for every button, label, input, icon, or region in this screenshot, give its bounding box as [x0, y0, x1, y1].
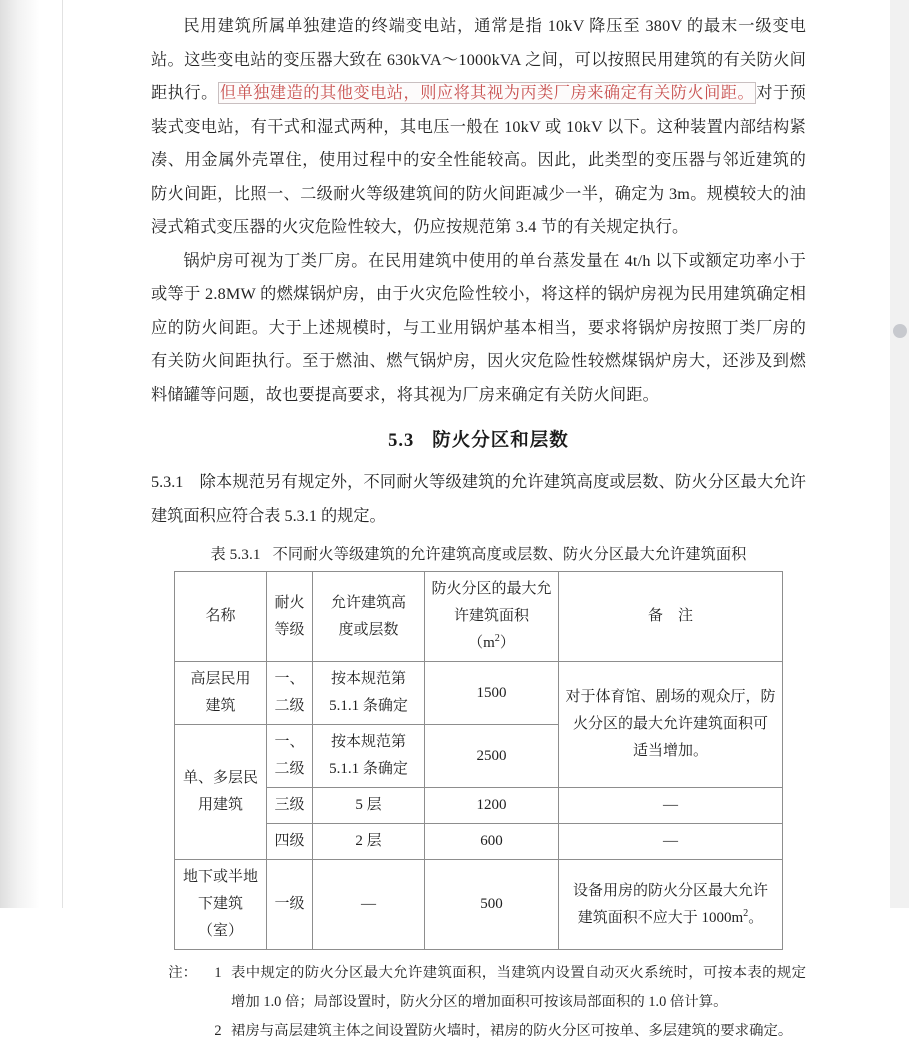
clause-number: 5.3.1	[151, 473, 184, 491]
cell-height-highrise	[313, 662, 425, 725]
cell-name-multistorey-line2: 用建筑	[197, 797, 243, 813]
cell-name-multistorey-line1: 单、多层民	[182, 770, 258, 786]
table-caption-text: 不同耐火等级建筑的允许建筑高度或层数、防火分区最大允许建筑面积	[272, 546, 747, 563]
page-content	[151, 10, 806, 1046]
footnote-label: 注：	[168, 965, 197, 981]
cell-name-basement-line1: 地下或半地	[182, 869, 258, 885]
cell-note-line1: 对于体育馆、剧场的观众厅，防	[565, 689, 776, 705]
header-height-line2: 度或层数	[338, 621, 399, 638]
footnote-index: 1	[214, 965, 222, 981]
header-cell-name: 名称	[175, 572, 267, 662]
table-caption-number: 表 5.3.1	[210, 546, 261, 563]
fire-compartment-table	[174, 571, 783, 950]
cell-name-basement	[175, 860, 267, 950]
footnote-text: 裙房与高层建筑主体之间设置防火墙时，裙房的防火分区可按单、多层建筑的要求确定。	[231, 1023, 793, 1039]
cell-grade-highrise-line2: 二级	[274, 698, 305, 714]
header-cell-area	[425, 572, 559, 662]
cell-note-basement-line2: 建筑面积不应大于 $1000m^2$。	[577, 907, 764, 926]
cell-area-basement: 500	[425, 860, 559, 950]
paragraph-boiler-room	[151, 245, 806, 413]
cell-height-multistorey-3: 5 层	[313, 788, 425, 824]
cell-height-multistorey-line1: 按本规范第	[330, 734, 406, 750]
superscript-two: 2	[743, 907, 749, 919]
header-fire-grade-line2: 等级	[274, 621, 305, 638]
cell-grade-highrise	[267, 662, 313, 725]
cell-area-multistorey-4: 600	[425, 824, 559, 860]
cell-height-multistorey-4: 2 层	[313, 824, 425, 860]
superscript-two: 2	[494, 633, 500, 644]
cell-name-highrise-line2: 建筑	[205, 698, 236, 714]
cell-height-highrise-line2: 5.1.1 条确定	[329, 698, 408, 714]
paragraph-boiler-room-text: 锅炉房可视为丁类厂房。在民用建筑中使用的单台蒸发量在 4t/h 以下或额定功率小于或等于 2.8MW 的燃煤锅炉房，由于火灾危险性较小，将这样的锅炉房视为民用建筑确定相应的防火间距。大于上述规模时，与工业用锅炉基本相当，要求将锅炉房按照丁类厂房的有关防火间距执行。至于燃油、燃气锅炉房，因火灾危险性较燃煤锅炉房大，还涉及到燃料储罐等问题，故也要提高要求，将其视为厂房来确定有关防火间距。	[151, 251, 806, 404]
header-height-line1: 允许建筑高	[330, 594, 406, 611]
header-area-line2: 许建筑面积$(m^2)$	[453, 608, 529, 651]
cell-height-multistorey-line2: 5.1.1 条确定	[329, 761, 408, 777]
paragraph-substation-text-2: 对于预装式变电站，有干式和湿式两种，其电压一般在 10kV 或 10kV 以下。这种装置内部结构紧凑、用金属外壳罩住，使用过程中的安全性能较高。因此，此类型的变压器与邻近建筑的防火间距，比照一、二级耐火等级建筑间的防火间距减少一半，确定为 3m。规模较大的油浸式箱式变压器的火灾危险性较大，仍应按规范第 3.4 节的有关规定执行。	[151, 84, 806, 236]
footnote-item	[151, 1017, 806, 1046]
clause-text: 除本规范另有规定外，不同耐火等级建筑的允许建筑高度或层数、防火分区最大允许建筑面积应符合表 5.3.1 的规定。	[151, 473, 806, 525]
header-cell-height	[313, 572, 425, 662]
paragraph-substation	[151, 10, 806, 245]
cell-name-highrise-line1: 高层民用	[190, 671, 251, 687]
table-row	[175, 860, 783, 950]
cell-height-basement: —	[313, 860, 425, 950]
paragraph-substation-text-1: 民用建筑所属单独建造的终端变电站，通常是指 10kV 降压至 380V 的最末一级变电站。这些变电站的变压器大致在 630kVA～1000kVA 之间，可以按照民用建筑的有关防火间距执行。	[151, 17, 806, 102]
cell-grade-multistorey-12	[267, 725, 313, 788]
table-caption	[151, 543, 806, 567]
cell-note-highrise-multistorey	[559, 662, 783, 788]
cell-height-multistorey-12	[313, 725, 425, 788]
footnote-text: 表中规定的防火分区最大允许建筑面积，当建筑内设置自动灭火系统时，可按本表的规定增加 1.0 倍；局部设置时，防火分区的增加面积可按该局部面积的 1.0 倍计算。	[231, 965, 806, 1010]
cell-name-multistorey	[175, 725, 267, 860]
scroll-position-indicator[interactable]	[893, 324, 907, 338]
cell-grade-multistorey-4: 四级	[267, 824, 313, 860]
header-area-line1: 防火分区的最大允	[431, 581, 552, 597]
highlighted-clause-fire-separation[interactable]: 但单独建造的其他变电站，则应将其视为丙类厂房来确定有关防火间距。	[219, 84, 755, 102]
cell-note-multistorey-4: —	[559, 824, 783, 860]
cell-grade-highrise-line1: 一、	[274, 671, 305, 687]
cell-height-highrise-line1: 按本规范第	[330, 671, 406, 687]
table-body	[175, 662, 783, 950]
header-cell-fire-grade	[267, 572, 313, 662]
table-header-row	[175, 572, 783, 662]
section-number: 5.3	[388, 431, 415, 451]
table-row	[175, 824, 783, 860]
table-row	[175, 662, 783, 725]
scroll-gutter[interactable]	[890, 0, 909, 908]
cell-area-highrise: 1500	[425, 662, 559, 725]
cell-grade-multistorey-line2: 二级	[274, 761, 305, 777]
footnote-item	[151, 959, 806, 1017]
cell-note-line3: 适当增加。	[632, 743, 708, 759]
cell-area-multistorey-12: 2500	[425, 725, 559, 788]
table-footnotes	[151, 959, 806, 1046]
cell-area-multistorey-3: 1200	[425, 788, 559, 824]
footnote-index: 2	[214, 1023, 222, 1039]
cell-note-basement-line1: 设备用房的防火分区最大允许	[572, 882, 768, 899]
cell-grade-multistorey-line1: 一、	[274, 734, 305, 750]
table-header	[175, 572, 783, 662]
table-row	[175, 788, 783, 824]
header-cell-note: 备 注	[559, 572, 783, 662]
document-page	[63, 0, 890, 1039]
cell-name-basement-line2: 下建筑（室）	[197, 896, 243, 939]
clause-5-3-1	[151, 466, 806, 533]
cell-note-basement	[559, 860, 783, 950]
section-heading	[151, 426, 806, 456]
cell-grade-basement: 一级	[267, 860, 313, 950]
header-fire-grade-line1: 耐火	[274, 594, 305, 611]
cell-note-multistorey-3: —	[559, 788, 783, 824]
section-title-text: 防火分区和层数	[432, 431, 569, 451]
page-left-shadow	[0, 0, 40, 908]
cell-name-highrise	[175, 662, 267, 725]
cell-grade-multistorey-3: 三级	[267, 788, 313, 824]
cell-note-line2: 火分区的最大允许建筑面积可	[572, 716, 768, 732]
